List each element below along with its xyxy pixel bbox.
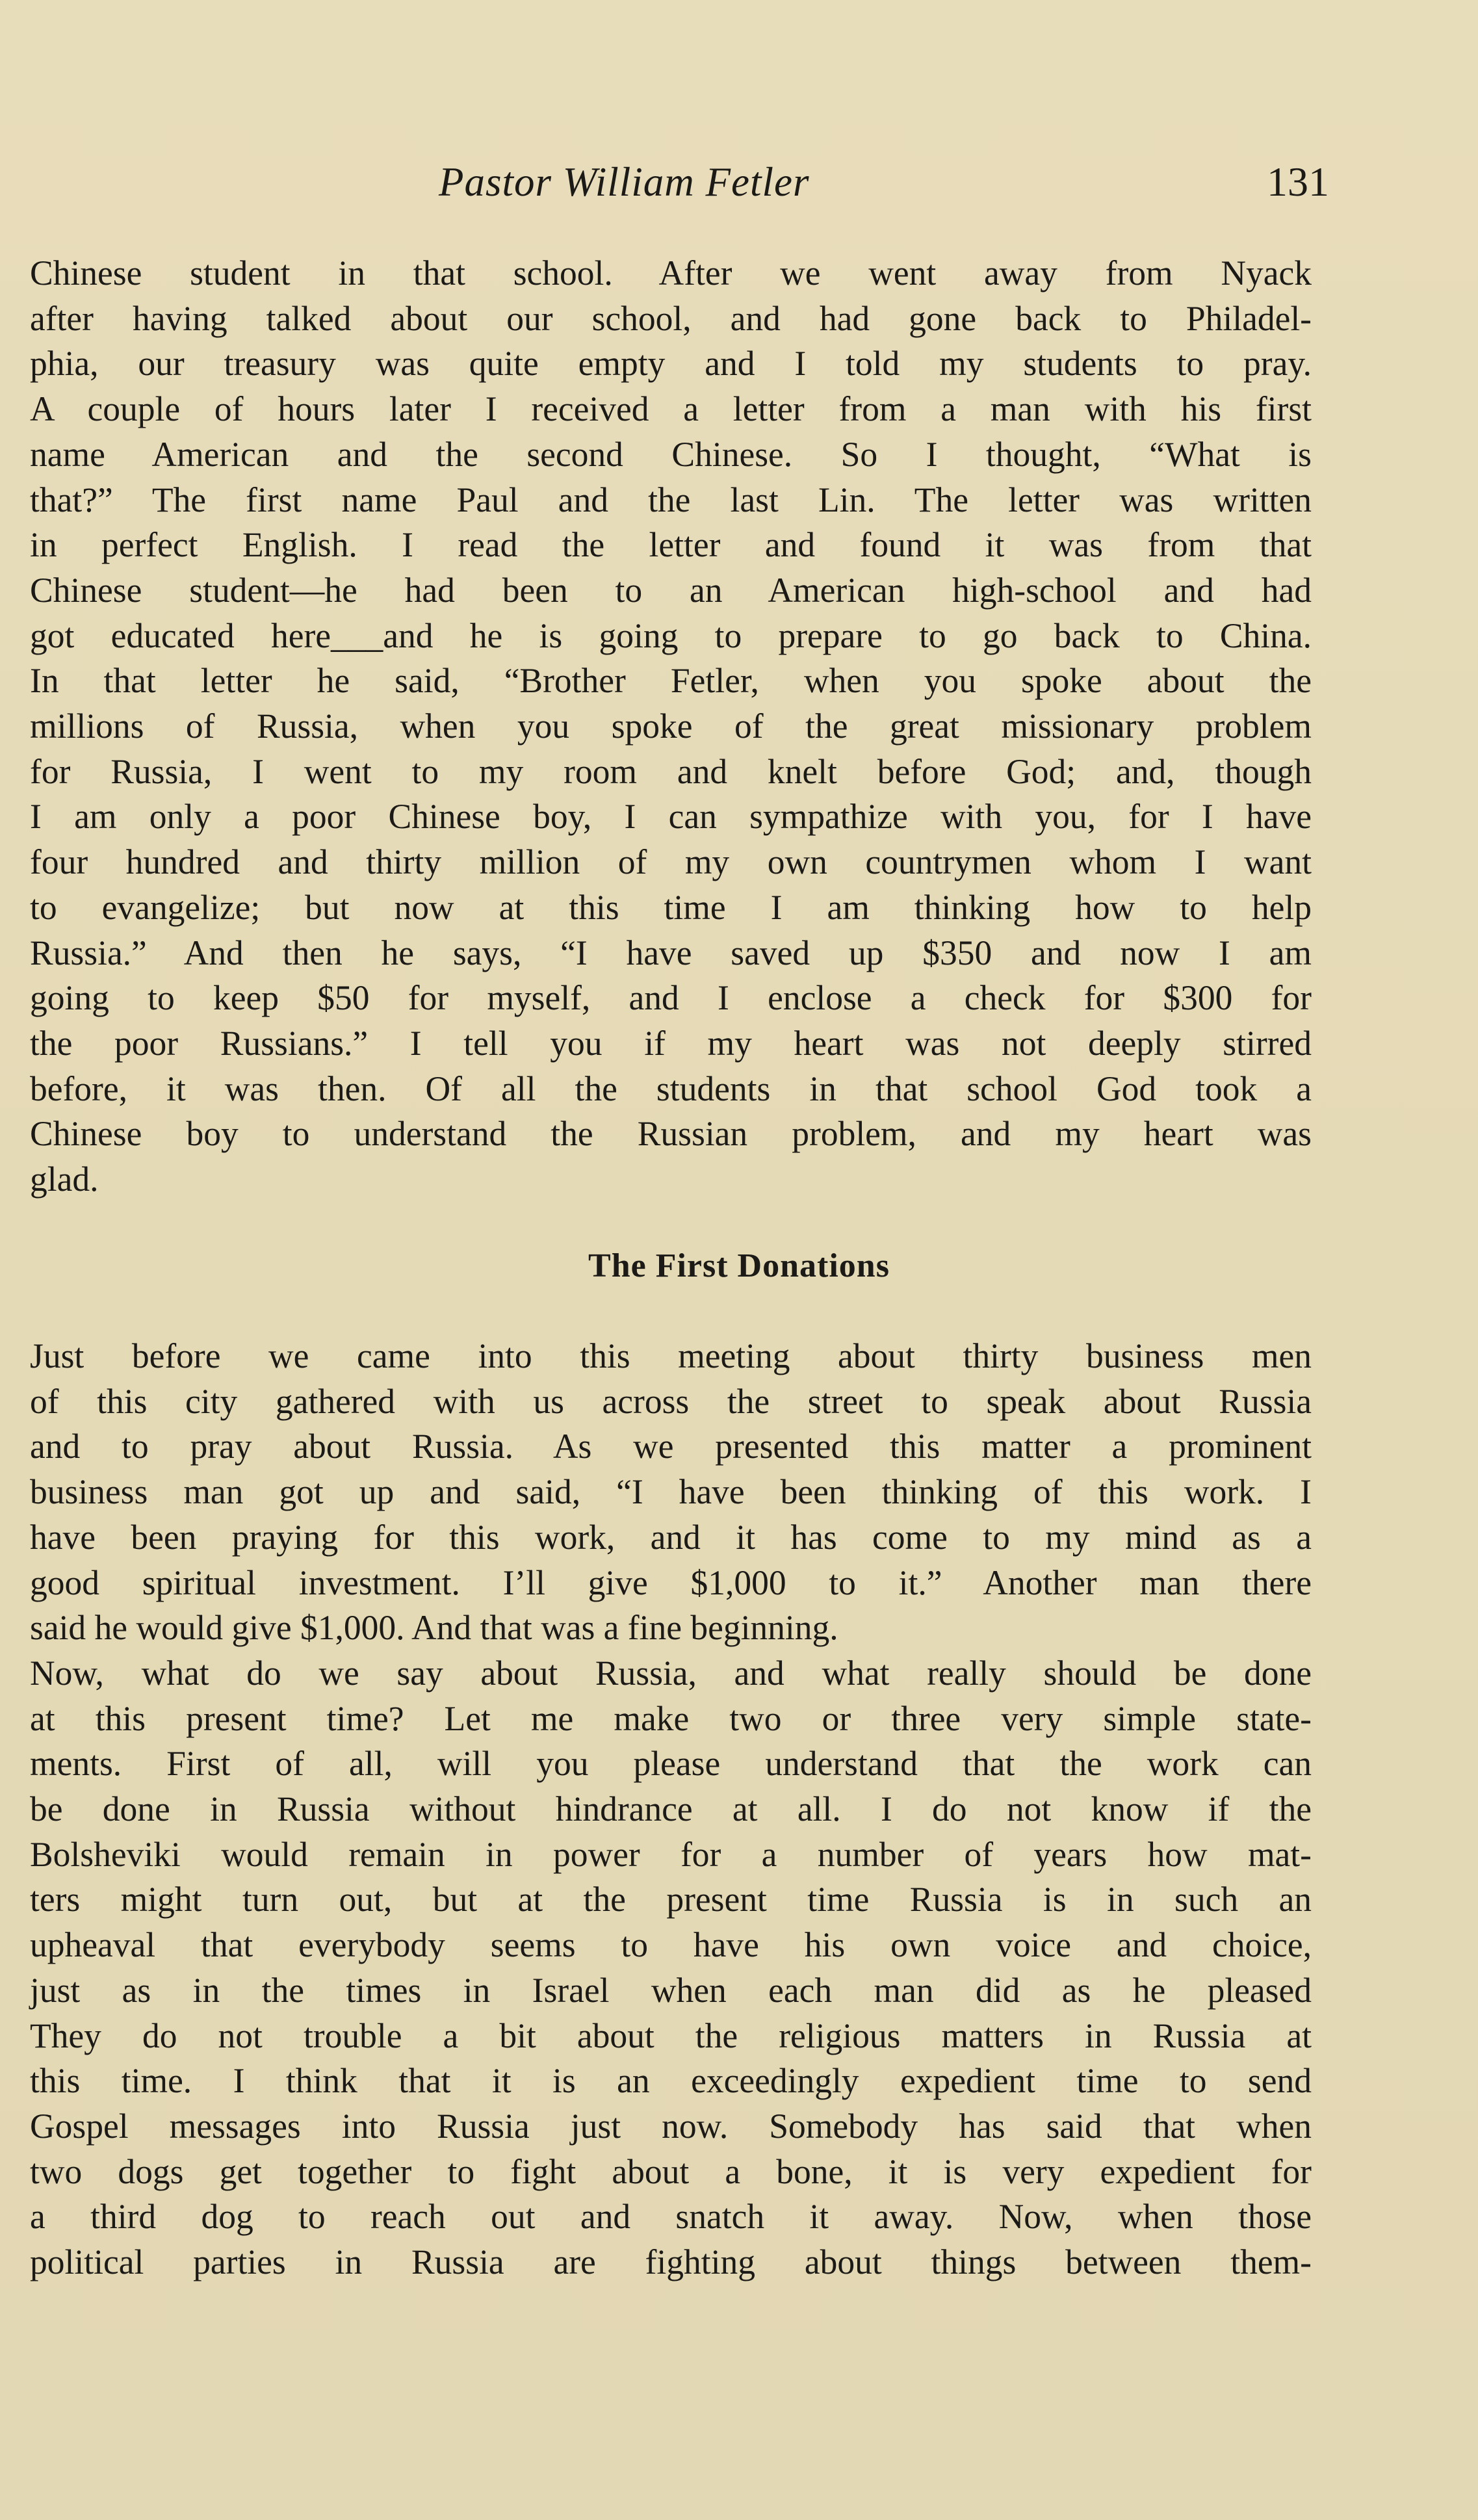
text-line: Now, what do we say about Russia, and what really should be done xyxy=(30,1653,1312,1693)
text-line: going to keep $50 for myself, and I enclose a check for $300 for xyxy=(30,978,1312,1018)
section-heading: The First Donations xyxy=(588,1247,890,1284)
page-number: 131 xyxy=(1267,159,1329,205)
text-line: got educated here___and he is going to prepare to go back to China. xyxy=(30,616,1312,655)
text-line: Bolsheviki would remain in power for a number of years how mat- xyxy=(30,1834,1312,1874)
text-line: ments. First of all, will you please understand that the work can xyxy=(30,1744,1312,1784)
text-line: of this city gathered with us across the street to speak about Russia xyxy=(30,1381,1312,1421)
text-line: business man got up and said, “I have been thinking of this work. I xyxy=(30,1472,1312,1512)
text-block-first xyxy=(30,251,1312,1202)
text-line: Chinese student—he had been to an American high-school and had xyxy=(30,570,1312,610)
text-line: Chinese student in that school. After we went away from Nyack xyxy=(30,253,1312,292)
text-line: two dogs get together to fight about a bone, it is very expedient for xyxy=(30,2151,1312,2191)
text-line: that?” The first name Paul and the last Lin. The letter was written xyxy=(30,480,1312,519)
text-line: Chinese boy to understand the Russian problem, and my heart was xyxy=(30,1114,1312,1154)
text-line: a third dog to reach out and snatch it away. Now, when those xyxy=(30,2197,1312,2237)
text-line: ters might turn out, but at the present time Russia is in such an xyxy=(30,1880,1312,1919)
text-line: political parties in Russia are fighting about things between them- xyxy=(30,2242,1312,2282)
text-line: millions of Russia, when you spoke of the great missionary problem xyxy=(30,707,1312,746)
text-line: after having talked about our school, and had gone back to Philadel- xyxy=(30,298,1312,338)
text-line: for Russia, I went to my room and knelt before God; and, though xyxy=(30,751,1312,791)
text-line: Gospel messages into Russia just now. Somebody has said that when xyxy=(30,2106,1312,2146)
text-line: good spiritual investment. I’ll give $1,000 to it.” Another man there xyxy=(30,1563,1312,1602)
text-line: upheaval that everybody seems to have his own voice and choice, xyxy=(30,1925,1312,1965)
text-line: have been praying for this work, and it has come to my mind as a xyxy=(30,1517,1312,1557)
text-line: glad. xyxy=(30,1160,99,1199)
text-block-second xyxy=(30,1334,1312,2285)
text-line: A couple of hours later I received a letter from a man with his first xyxy=(30,389,1312,429)
text-line: the poor Russians.” I tell you if my heart was not deeply stirred xyxy=(30,1023,1312,1063)
text-line: Russia.” And then he says, “I have saved up $350 and now I am xyxy=(30,933,1312,972)
text-line: to evangelize; but now at this time I am thinking how to help xyxy=(30,887,1312,927)
text-line: said he would give $1,000. And that was a fine beginning. xyxy=(30,1608,838,1648)
text-line: in perfect English. I read the letter and found it was from that xyxy=(30,525,1312,565)
text-line: In that letter he said, “Brother Fetler, when you spoke about the xyxy=(30,661,1312,701)
text-line: Just before we came into this meeting about thirty business men xyxy=(30,1336,1312,1375)
text-line: before, it was then. Of all the students in that school God took a xyxy=(30,1069,1312,1108)
text-line: They do not trouble a bit about the religious matters in Russia at xyxy=(30,2016,1312,2055)
text-line: this time. I think that it is an exceedingly expedient time to send xyxy=(30,2061,1312,2101)
text-line: and to pray about Russia. As we presented this matter a prominent xyxy=(30,1427,1312,1466)
running-title: Pastor William Fetler xyxy=(439,159,810,205)
text-line: phia, our treasury was quite empty and I told my students to pray. xyxy=(30,344,1312,383)
text-line: I am only a poor Chinese boy, I can sympathize with you, for I have xyxy=(30,797,1312,837)
running-head xyxy=(439,156,1329,208)
text-line: name American and the second Chinese. So I thought, “What is xyxy=(30,434,1312,474)
text-line: at this present time? Let me make two or three very simple state- xyxy=(30,1698,1312,1738)
text-line: just as in the times in Israel when each man did as he pleased xyxy=(30,1970,1312,2010)
text-line: be done in Russia without hindrance at all. I do not know if the xyxy=(30,1789,1312,1829)
text-line: four hundred and thirty million of my own countrymen whom I want xyxy=(30,842,1312,882)
